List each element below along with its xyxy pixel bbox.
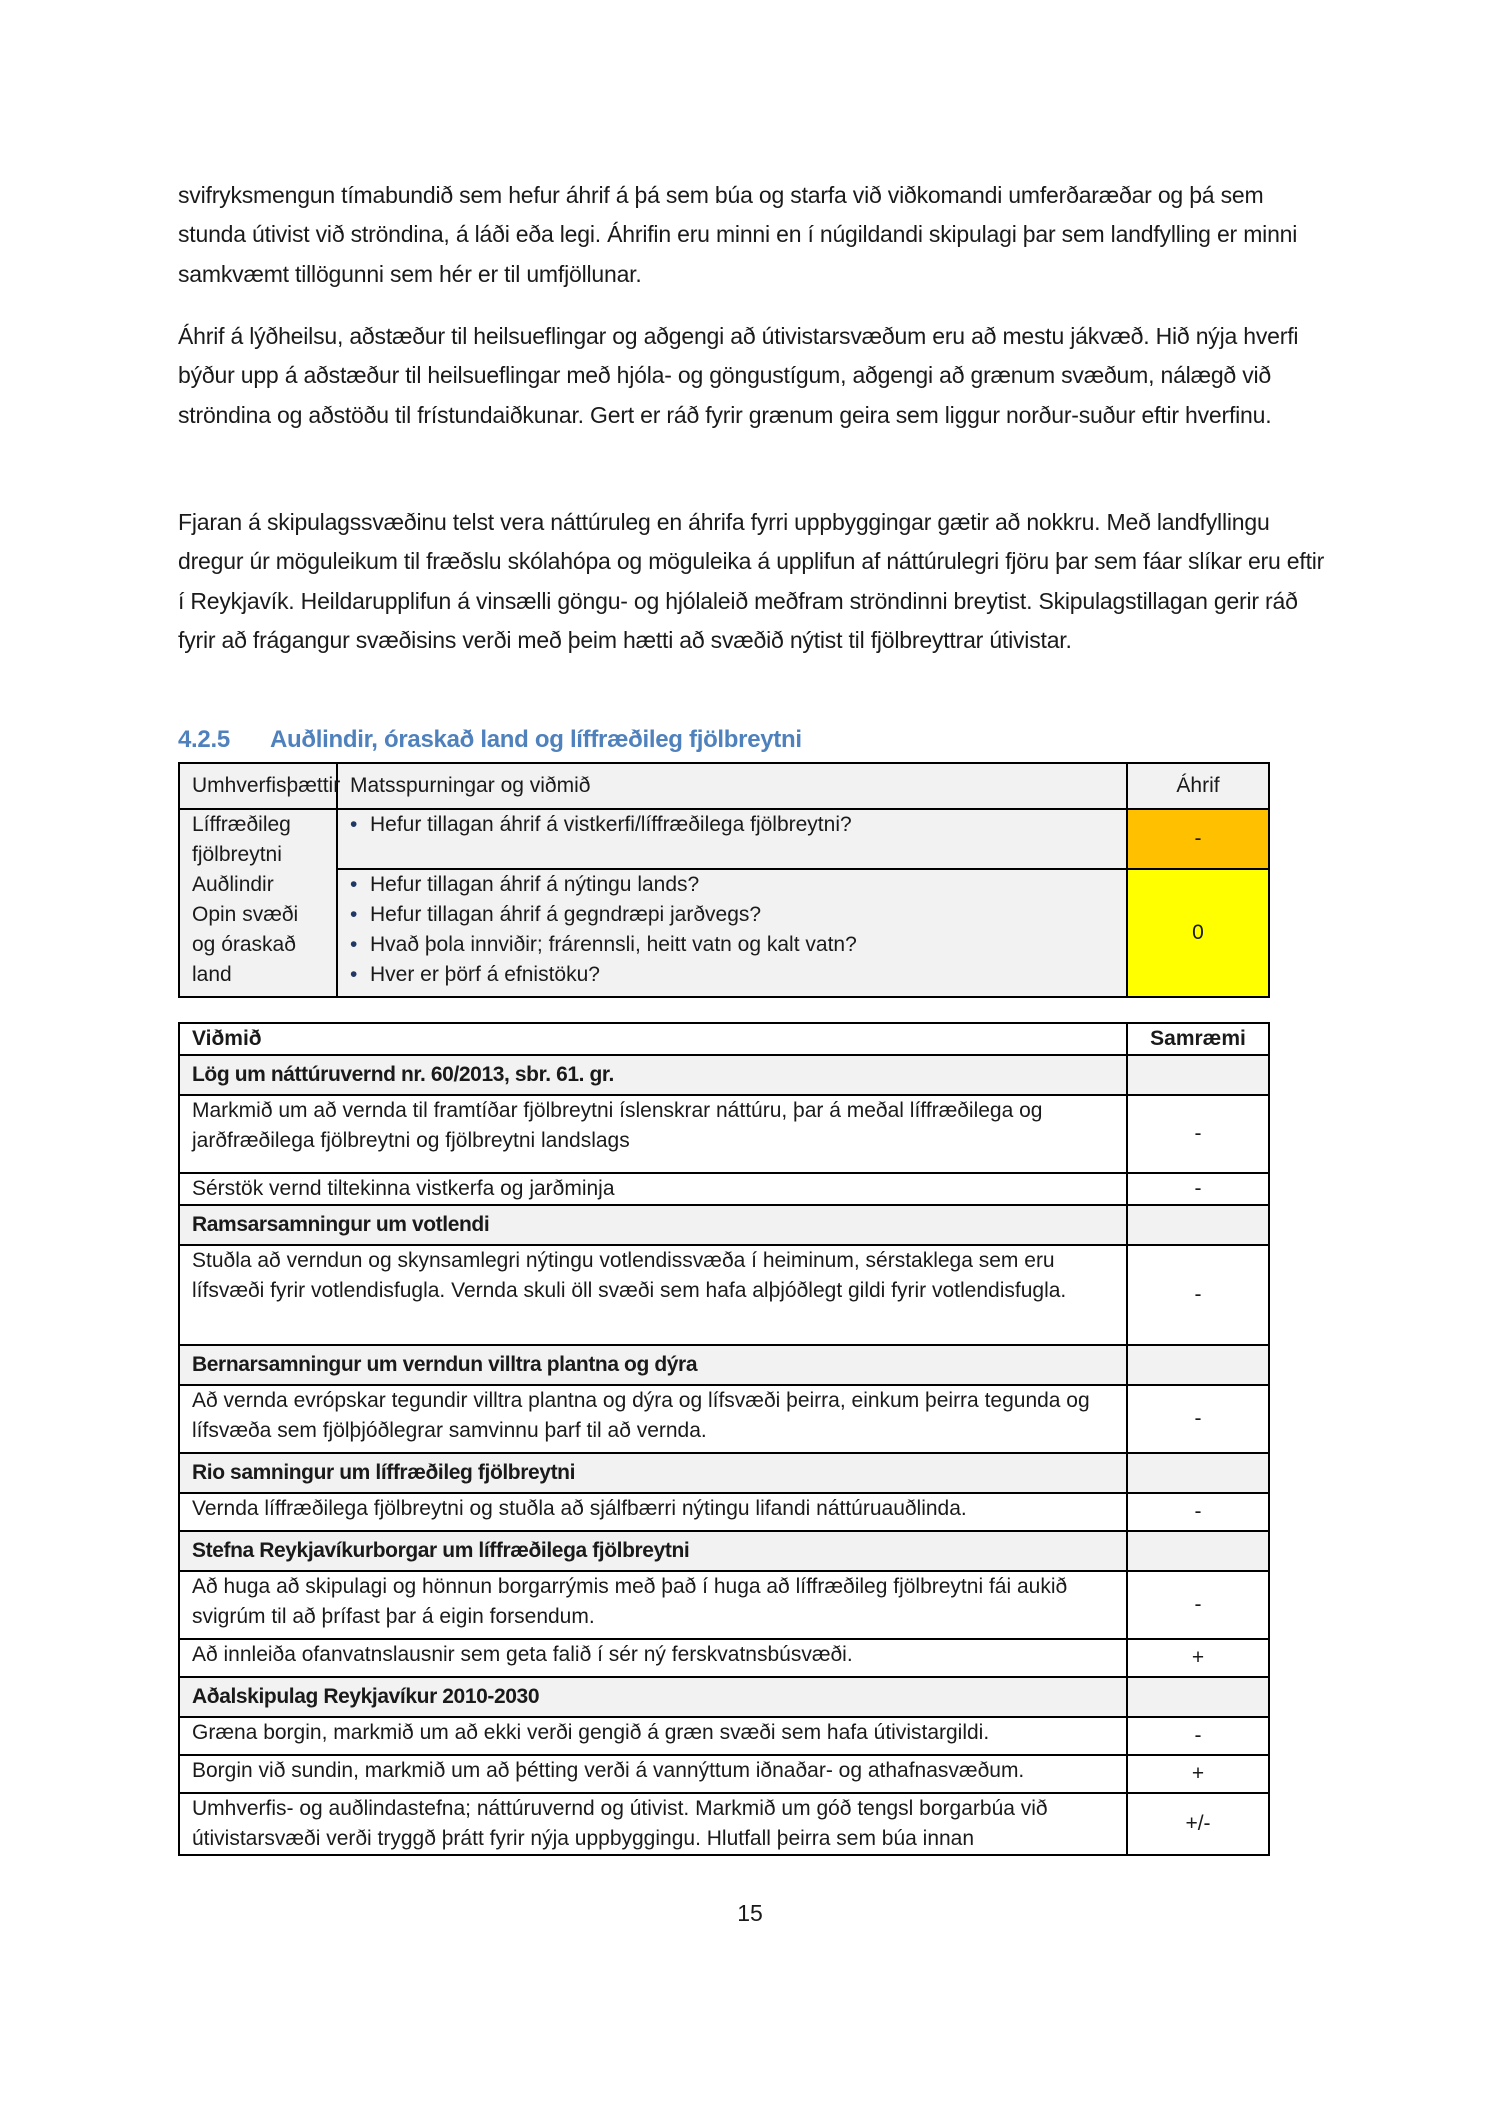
section-title: Bernarsamningur um verndun villtra plantna og dýra [179,1345,1127,1385]
criteria-section [179,1677,1269,1717]
criteria-row [179,1173,1269,1205]
criteria-row [179,1095,1269,1173]
consistency-value: - [1127,1717,1269,1755]
question-item: • Hefur tillagan áhrif á gegndræpi jarðvegs? [350,900,1114,930]
question-item: • Hefur tillagan áhrif á nýtingu lands? [350,870,1114,900]
consistency-value: - [1127,1493,1269,1531]
criteria-text: Að vernda evrópskar tegundir villtra plantna og dýra og lífsvæði þeirra, einkum þeirra tegunda og lífsvæða sem fjölþjóðlegrar samvinnu þarf til að vernda. [179,1385,1127,1453]
criteria-row [179,1571,1269,1639]
consistency-value: - [1127,1385,1269,1453]
impact-badge-negative: - [1127,809,1269,869]
factors-cell [179,809,337,997]
criteria-text: Umhverfis- og auðlindastefna; náttúruvernd og útivist. Markmið um góð tengsl borgarbúa við útivistarsvæði verði tryggð þrátt fyrir nýja uppbyggingu. Hlutfall þeirra sem búa innan [179,1793,1127,1855]
criteria-text: Vernda líffræðilega fjölbreytni og stuðla að sjálfbærri nýtingu lifandi náttúruauðlinda. [179,1493,1127,1531]
page-number: 15 [737,1900,763,1926]
criteria-section [179,1205,1269,1245]
paragraph-air-quality: svifryksmengun tímabundið sem hefur áhrif á þá sem búa og starfa við viðkomandi umferðaræðar og þá sem stunda útivist við ströndina, á láði eða legi. Áhrifin eru minni en í núgildandi skipulagi þar sem landfylling er minni samkvæmt tillögunni sem hér er til umfjöllunar. [178,182,1298,287]
section-title: Rio samningur um líffræðileg fjölbreytni [179,1453,1127,1493]
consistency-value: +/- [1127,1793,1269,1855]
question-item: • Hver er þörf á efnistöku? [350,960,1114,990]
impact-row [179,809,1269,869]
criteria-table [178,1022,1270,1856]
criteria-text: Borgin við sundin, markmið um að þétting verði á vannýttum iðnaðar- og athafnasvæðum. [179,1755,1127,1793]
criteria-section [179,1531,1269,1571]
criteria-row [179,1493,1269,1531]
questions-cell [337,809,1127,869]
consistency-value: - [1127,1095,1269,1173]
header-impact: Áhrif [1127,763,1269,809]
consistency-value: - [1127,1245,1269,1345]
questions-cell [337,869,1127,997]
paragraph-public-health: Áhrif á lýðheilsu, aðstæður til heilsueflingar og aðgengi að útivistarsvæðum eru að mestu jákvæð. Hið nýja hverfi býður upp á aðstæður til heilsueflingar með hjóla- og göngustígum, aðgengi að grænum svæðum, nálægð við ströndina og aðstöðu til frístundaiðkunar. Gert er ráð fyrir grænum geira sem liggur norður-suður eftir hverfinu. [178,323,1299,428]
impact-badge-neutral: 0 [1127,869,1269,997]
criteria-row [179,1717,1269,1755]
factor-resources: Auðlindir [192,873,274,896]
section-title: Aðalskipulag Reykjavíkur 2010-2030 [179,1677,1127,1717]
impact-row [179,869,1269,997]
section-number: 4.2.5 [178,726,230,753]
question-item: • Hefur tillagan áhrif á vistkerfi/líffræðilega fjölbreytni? [350,810,1114,840]
criteria-row [179,1245,1269,1345]
criteria-row [179,1639,1269,1677]
criteria-row [179,1385,1269,1453]
section-title: Lög um náttúruvernd nr. 60/2013, sbr. 61. gr. [179,1055,1127,1095]
factor-biodiversity: Líffræðileg fjölbreytni [192,813,291,866]
criteria-text: Sérstök vernd tiltekinna vistkerfa og jarðminja [179,1173,1127,1205]
impact-table [178,762,1270,998]
paragraph-shoreline: Fjaran á skipulagssvæðinu telst vera náttúruleg en áhrifa fyrri uppbyggingar gætir að nokkru. Með landfyllingu dregur úr möguleikum til fræðslu skólahópa og möguleika á upplifun af náttúrulegri fjöru þar sem fáar slíkar eru eftir í Reykjavík. Heildarupplifun á vinsælli göngu- og hjólaleið meðfram ströndinni breytist. Skipulagstillagan gerir ráð fyrir að frágangur svæðisins verði með þeim hætti að svæðið nýtist til fjölbreyttrar útivistar. [178,509,1325,653]
criteria-table-header [179,1023,1269,1055]
consistency-value: - [1127,1173,1269,1205]
criteria-row [179,1793,1269,1855]
header-consistency: Samræmi [1127,1023,1269,1055]
criteria-text: Græna borgin, markmið um að ekki verði gengið á græn svæði sem hafa útivistargildi. [179,1717,1127,1755]
consistency-value: + [1127,1639,1269,1677]
criteria-text: Að innleiða ofanvatnslausnir sem geta falið í sér ný ferskvatnsbúsvæði. [179,1639,1127,1677]
section-heading [178,726,802,754]
criteria-text: Stuðla að verndun og skynsamlegri nýtingu votlendissvæða í heiminum, sérstaklega sem eru lífsvæði fyrir votlendisfugla. Vernda skuli öll svæði sem hafa alþjóðlegt gildi fyrir votlendisfugla. [179,1245,1127,1345]
question-item: • Hvað þola innviðir; frárennsli, heitt vatn og kalt vatn? [350,930,1114,960]
criteria-section [179,1055,1269,1095]
section-title: Ramsarsamningur um votlendi [179,1205,1127,1245]
header-questions: Matsspurningar og viðmið [337,763,1127,809]
header-criteria: Viðmið [179,1023,1127,1055]
section-title: Auðlindir, óraskað land og líffræðileg fjölbreytni [270,726,802,753]
criteria-section [179,1345,1269,1385]
criteria-text: Að huga að skipulagi og hönnun borgarrýmis með það í huga að líffræðileg fjölbreytni fái aukið svigrúm til að þrífast þar á eigin forsendum. [179,1571,1127,1639]
impact-table-header [179,763,1269,809]
criteria-text: Markmið um að vernda til framtíðar fjölbreytni íslenskrar náttúru, þar á meðal líffræðilega og jarðfræðilega fjölbreytni og fjölbreytni landslags [179,1095,1127,1173]
factor-open-areas: Opin svæði og óraskað land [192,903,299,986]
criteria-row [179,1755,1269,1793]
section-title: Stefna Reykjavíkurborgar um líffræðilega fjölbreytni [179,1531,1127,1571]
header-factors: Umhverfisþættir [179,763,337,809]
consistency-value: + [1127,1755,1269,1793]
consistency-value: - [1127,1571,1269,1639]
criteria-section [179,1453,1269,1493]
